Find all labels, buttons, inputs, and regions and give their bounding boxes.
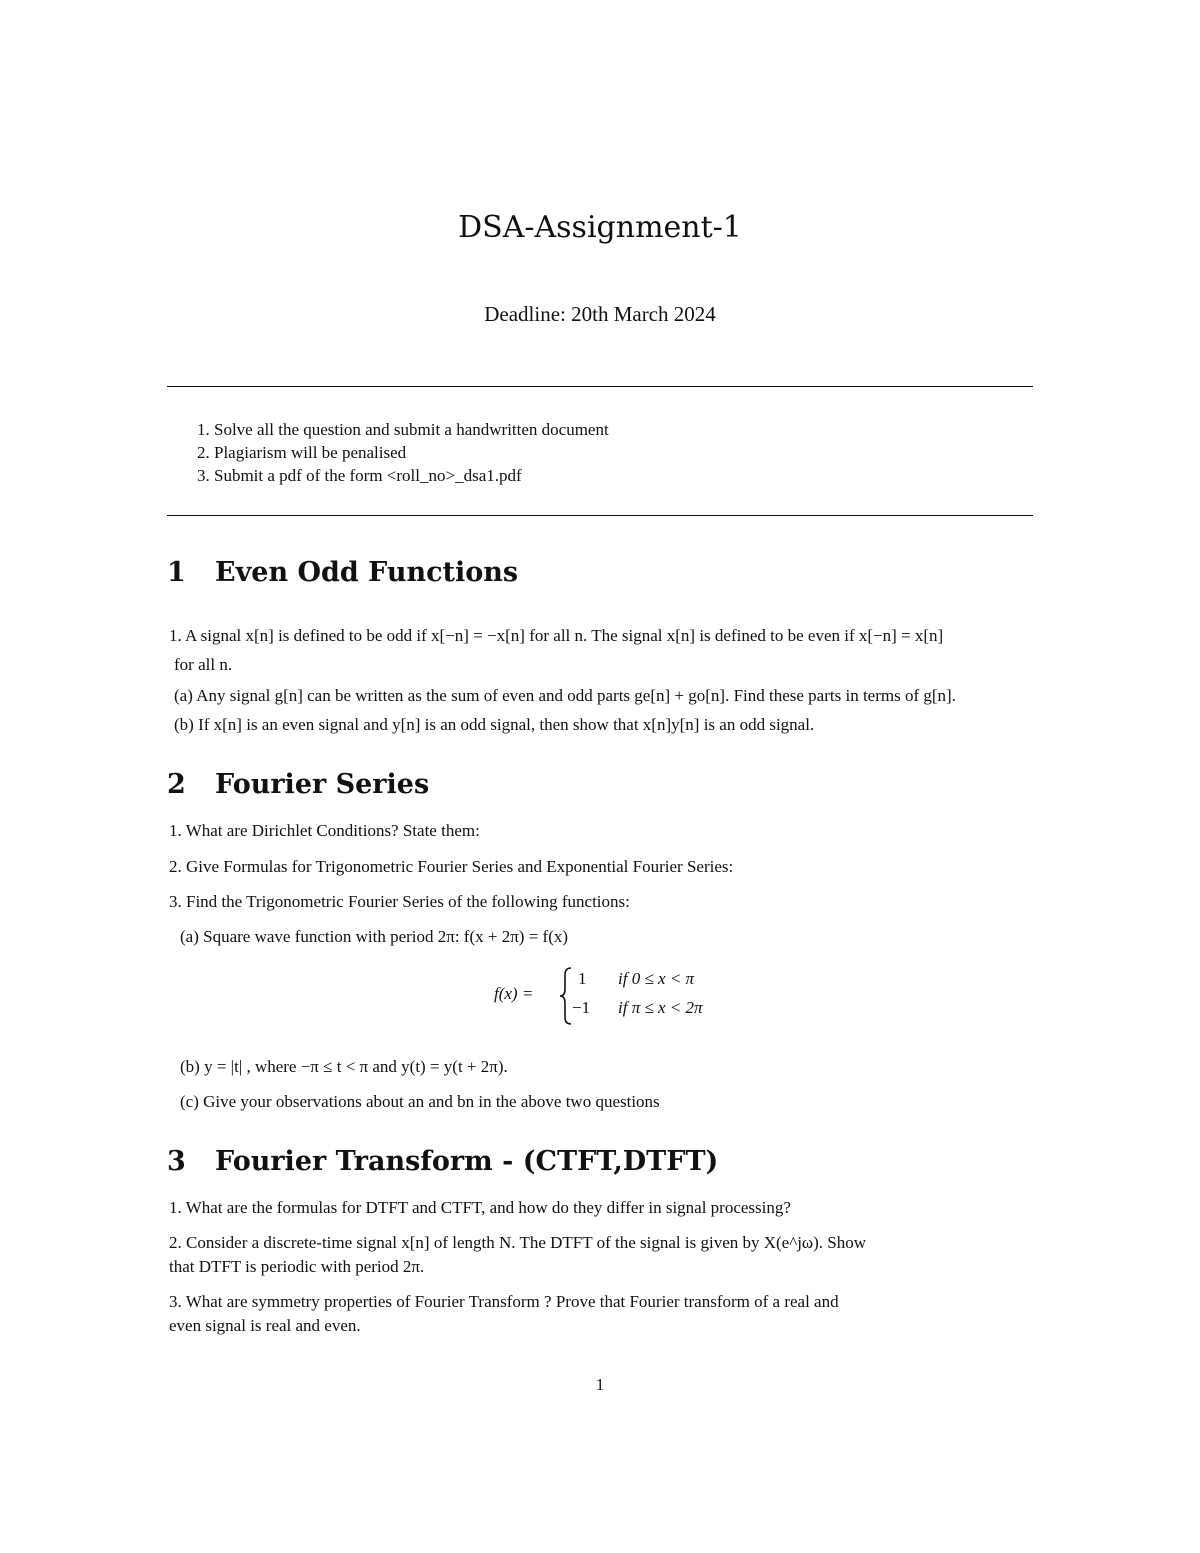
question-line: for all n. [174, 655, 233, 674]
section-title: Fourier Transform - (CTFT,DTFT) [215, 1146, 719, 1177]
section-heading [167, 1146, 718, 1177]
section-number: 1 [167, 557, 186, 588]
question-line: 1. What are the formulas for DTFT and CTFT, and how do they differ in signal processing? [169, 1198, 791, 1217]
page-number: 1 [595, 1375, 605, 1394]
section-number: 2 [167, 769, 186, 800]
top-rule [167, 386, 1033, 387]
question-line: 3. Find the Trigonometric Fourier Series of the following functions: [169, 892, 630, 911]
bottom-rule [167, 515, 1033, 516]
instruction-item: 2. Plagiarism will be penalised [197, 443, 407, 462]
section-heading [167, 769, 429, 800]
question-line: (b) If x[n] is an even signal and y[n] is an odd signal, then show that x[n]y[n] is an odd signal. [174, 715, 815, 734]
question-line: 2. Give Formulas for Trigonometric Fourier Series and Exponential Fourier Series: [169, 857, 734, 876]
case-value: 1 [578, 969, 587, 988]
case-condition: if 0 ≤ x < π [618, 969, 695, 988]
equation-lhs: f(x) = [494, 984, 534, 1003]
question-line: (b) y = |t| , where −π ≤ t < π and y(t) = y(t + 2π). [180, 1057, 508, 1076]
section-title: Even Odd Functions [215, 557, 519, 588]
section-title: Fourier Series [215, 769, 430, 800]
case-value: −1 [572, 998, 591, 1017]
question-line: even signal is real and even. [169, 1316, 361, 1335]
section-heading [167, 557, 518, 588]
case-condition: if π ≤ x < 2π [618, 998, 703, 1017]
question-line: (a) Square wave function with period 2π: f(x + 2π) = f(x) [180, 927, 569, 946]
question-line: 2. Consider a discrete-time signal x[n] of length N. The DTFT of the signal is given by X(e^jω). Show [169, 1233, 866, 1252]
question-line: (a) Any signal g[n] can be written as the sum of even and odd parts ge[n] + go[n]. Find these parts in terms of g[n]. [174, 686, 956, 705]
question-line: (c) Give your observations about an and bn in the above two questions [180, 1092, 660, 1111]
instruction-item: 1. Solve all the question and submit a handwritten document [197, 420, 609, 439]
section-number: 3 [167, 1146, 186, 1177]
instructions-list [197, 418, 609, 487]
document-title: DSA-Assignment-1 [458, 210, 742, 245]
deadline-text: Deadline: 20th March 2024 [484, 302, 716, 326]
question-line: 1. A signal x[n] is defined to be odd if x[−n] = −x[n] for all n. The signal x[n] is defined to be even if x[−n] = x[n] [169, 626, 944, 645]
question-line: 1. What are Dirichlet Conditions? State them: [169, 821, 480, 840]
question-line: 3. What are symmetry properties of Fourier Transform ? Prove that Fourier transform of a real and [169, 1292, 839, 1311]
instruction-item: 3. Submit a pdf of the form <roll_no>_dsa1.pdf [197, 466, 522, 485]
question-line: that DTFT is periodic with period 2π. [169, 1257, 425, 1276]
piecewise-equation [494, 965, 754, 1025]
